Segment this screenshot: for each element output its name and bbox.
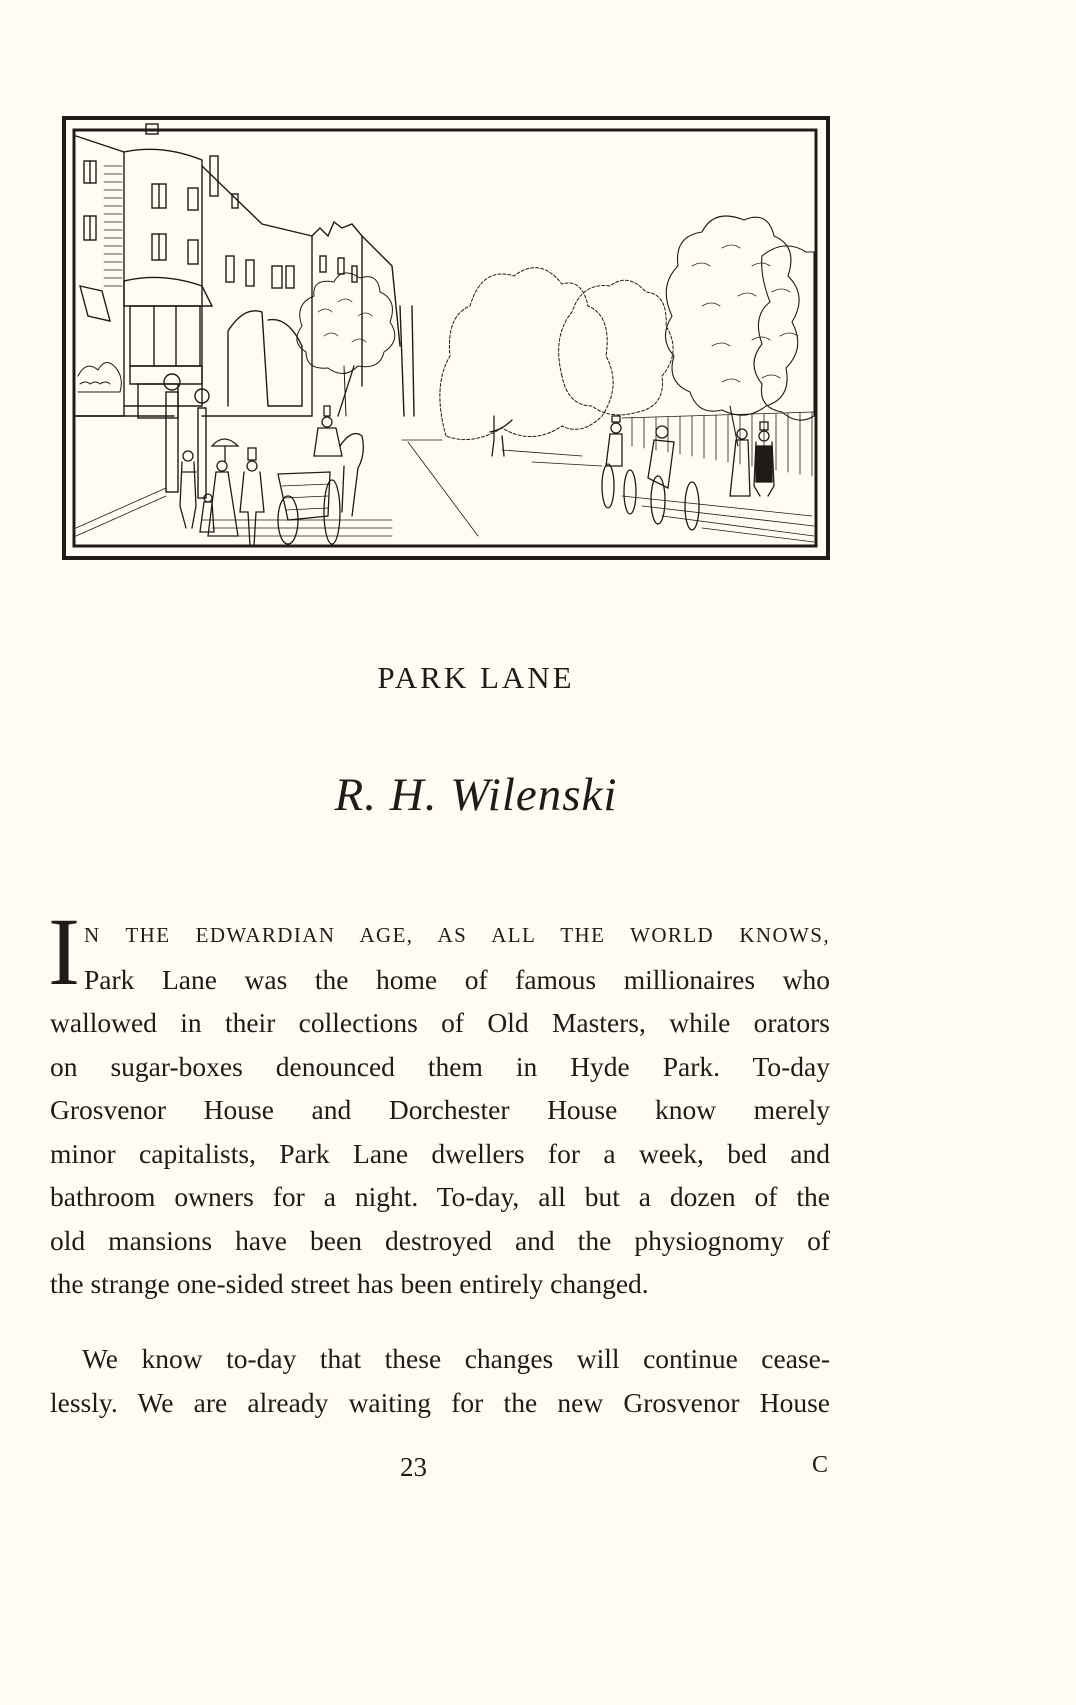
park-lane-illustration — [62, 116, 830, 560]
left-buildings — [76, 124, 414, 418]
text-line: We know to-day that these changes will continue cease- — [82, 1343, 830, 1374]
road-hatching — [202, 440, 814, 542]
park-trees-far-right — [665, 216, 814, 446]
text-line: the strange one-sided street has been entirely changed. — [50, 1268, 649, 1299]
text-line: N THE EDWARDIAN AGE, AS ALL THE WORLD KNOWS, — [84, 923, 830, 947]
left-shrubs — [78, 362, 121, 392]
text-line: minor capitalists, Park Lane dwellers for a week, bed and — [50, 1137, 830, 1169]
inner-frame — [74, 130, 816, 546]
park-trees-right — [440, 268, 673, 440]
text-line: old mansions have been destroyed and the physiognomy of — [50, 1224, 830, 1256]
page-number: 23 — [400, 1452, 427, 1482]
text-line: Grosvenor House and Dorchester House know merely — [50, 1094, 830, 1125]
drop-cap: I — [48, 898, 80, 1005]
text-line: wallowed in their collections of Old Masters, while orators — [50, 1007, 830, 1038]
text-line: Park Lane was the home of famous millionaires who — [84, 963, 830, 995]
paragraph-2 — [50, 1337, 830, 1424]
engraving-svg — [62, 116, 830, 560]
signature-mark: C — [812, 1452, 829, 1478]
paragraph-1 — [48, 898, 830, 1306]
chapter-title: PARK LANE — [377, 660, 575, 695]
park-railings — [622, 412, 814, 476]
author-name: R. H. Wilenski — [334, 769, 618, 821]
text-line: bathroom owners for a night. To-day, all but a dozen of the — [50, 1181, 830, 1212]
text-line: on sugar-boxes denounced them in Hyde Park. To-day — [50, 1050, 830, 1082]
front-wall — [76, 374, 209, 536]
text-line: lessly. We are already waiting for the new Grosvenor House — [50, 1386, 830, 1418]
